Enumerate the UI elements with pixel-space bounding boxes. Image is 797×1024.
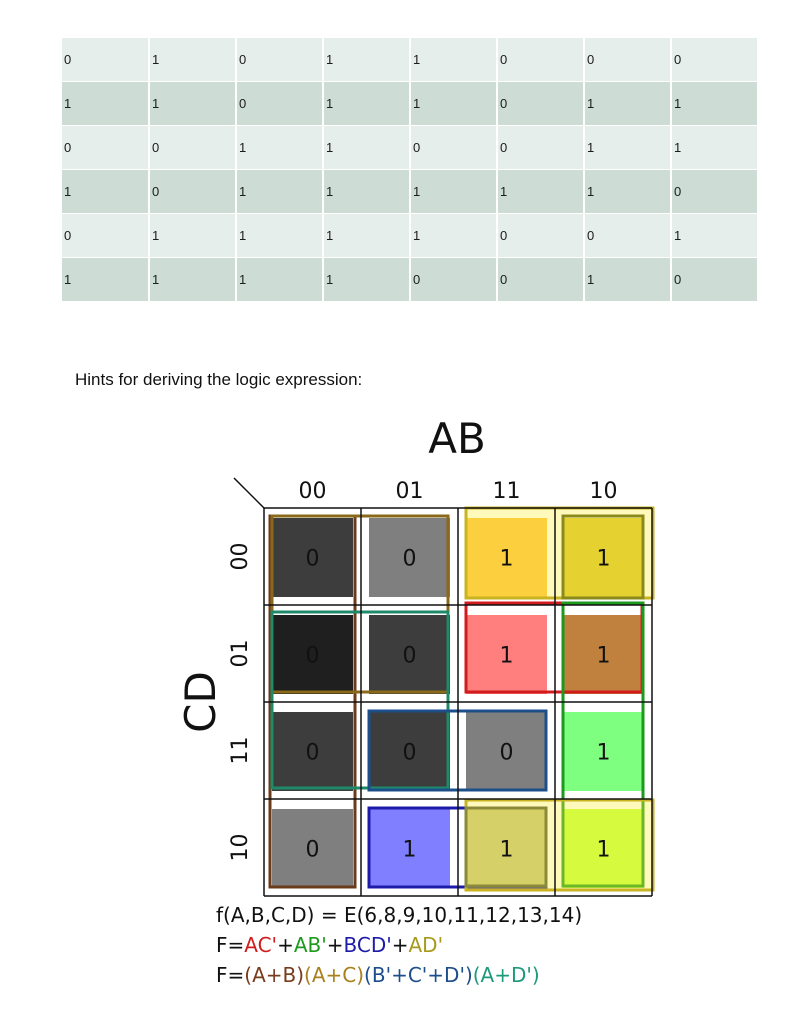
truth-table-cell: 0: [410, 126, 497, 170]
hint-text: Hints for deriving the logic expression:: [75, 370, 363, 389]
equation-term: +: [391, 933, 409, 957]
group-ad-prime-top: [466, 508, 653, 598]
kmap-row-variable: CD: [176, 671, 225, 733]
truth-table-cell: 0: [497, 214, 584, 258]
truth-table-cell: 0: [584, 214, 671, 258]
truth-table-cell: 1: [62, 258, 149, 302]
truth-table-cell: 0: [149, 126, 236, 170]
kmap-cell-value: 1: [596, 837, 611, 863]
truth-table-cell: 1: [149, 82, 236, 126]
kmap-cell-value: 1: [499, 643, 514, 669]
truth-table-cell: 0: [497, 258, 584, 302]
kmap-corner-diagonal: [234, 478, 264, 508]
kmap-row-label: 01: [228, 639, 253, 668]
equation-term: +: [326, 933, 344, 957]
kmap-column-label: 10: [589, 479, 618, 504]
kmap-column-variable: AB: [428, 414, 486, 463]
kmap-cell-value: 0: [402, 643, 417, 669]
kmap-cell-value: 0: [305, 740, 320, 766]
truth-table-cell: 1: [149, 38, 236, 82]
kmap-column-label: 01: [395, 479, 424, 504]
kmap-cell-value: 0: [499, 740, 514, 766]
kmap-cell-value: 0: [402, 546, 417, 572]
truth-table-cell: 0: [497, 126, 584, 170]
truth-table-cell: 0: [236, 38, 323, 82]
pos-prefix: F=: [216, 963, 245, 987]
truth-table-cell: 0: [62, 214, 149, 258]
truth-table-cell: 1: [323, 82, 410, 126]
truth-table-cell: 1: [323, 258, 410, 302]
kmap-cell-value: 1: [596, 643, 611, 669]
kmap-row-label: 11: [228, 736, 253, 765]
truth-table-cell: 1: [236, 126, 323, 170]
kmap-cell-value: 1: [499, 837, 514, 863]
truth-table-cell: 1: [671, 82, 758, 126]
truth-table-cell: 1: [62, 170, 149, 214]
equation-term: (A+D'): [472, 963, 540, 987]
truth-table-cell: 1: [584, 258, 671, 302]
truth-table-cell: 1: [62, 82, 149, 126]
truth-table-cell: 1: [671, 126, 758, 170]
kmap-row-label: 10: [228, 833, 253, 862]
kmap-cell-value: 1: [596, 546, 611, 572]
kmap-cell-value: 1: [596, 740, 611, 766]
truth-table-cell: 1: [584, 170, 671, 214]
truth-table-cell: 0: [410, 258, 497, 302]
equation-term: AB': [293, 933, 327, 957]
equation-term: (A+B): [244, 963, 305, 987]
truth-table-cell: 0: [497, 82, 584, 126]
equation-term: AC': [244, 933, 278, 957]
equation-pos: [216, 963, 540, 987]
group-ad-prime-bottom: [466, 800, 653, 890]
truth-table-cell: 1: [236, 258, 323, 302]
truth-table-cell: 1: [149, 214, 236, 258]
truth-table-cell: 0: [62, 126, 149, 170]
truth-table-cell: 1: [410, 38, 497, 82]
equation-term: AD': [408, 933, 444, 957]
equation-canonical: f(A,B,C,D) = E(6,8,9,10,11,12,13,14): [216, 903, 583, 927]
truth-table-cell: 0: [584, 38, 671, 82]
truth-table-cell: 1: [410, 170, 497, 214]
truth-table-cell: 1: [671, 214, 758, 258]
truth-table-cell: 1: [410, 82, 497, 126]
kmap-column-label: 11: [492, 479, 521, 504]
truth-table-cell: 1: [323, 126, 410, 170]
kmap-cell-value: 0: [305, 546, 320, 572]
truth-table-cell: 1: [236, 214, 323, 258]
truth-table-cell: 1: [323, 170, 410, 214]
equation-term: BCD': [343, 933, 392, 957]
equation-sop: [216, 933, 443, 957]
equation-term: (B'+C'+D'): [364, 963, 473, 987]
kmap-cell-value: 0: [402, 740, 417, 766]
kmap-cell-value: 0: [305, 643, 320, 669]
truth-table-cell: 1: [149, 258, 236, 302]
truth-table-cell: 0: [671, 258, 758, 302]
truth-table-cell: 0: [497, 38, 584, 82]
kmap-column-label: 00: [298, 479, 327, 504]
kmap-cell-value: 1: [402, 837, 417, 863]
sop-prefix: F=: [216, 933, 245, 957]
kmap-cell-value: 1: [499, 546, 514, 572]
truth-table-cell: 1: [584, 82, 671, 126]
truth-table-cell: 0: [671, 170, 758, 214]
truth-table-cell: 0: [236, 82, 323, 126]
kmap-cell-value: 0: [305, 837, 320, 863]
truth-table-cell: 0: [62, 38, 149, 82]
equation-term: +: [277, 933, 294, 957]
truth-table-cell: 1: [584, 126, 671, 170]
truth-table-cell: 1: [323, 38, 410, 82]
truth-table-cell: 1: [323, 214, 410, 258]
truth-table-cell: 0: [671, 38, 758, 82]
kmap-row-label: 00: [228, 542, 253, 571]
truth-table-cell: 1: [410, 214, 497, 258]
truth-table-cell: 1: [236, 170, 323, 214]
truth-table-cell: 0: [149, 170, 236, 214]
truth-table-cell: 1: [497, 170, 584, 214]
equation-term: (A+C): [304, 963, 365, 987]
